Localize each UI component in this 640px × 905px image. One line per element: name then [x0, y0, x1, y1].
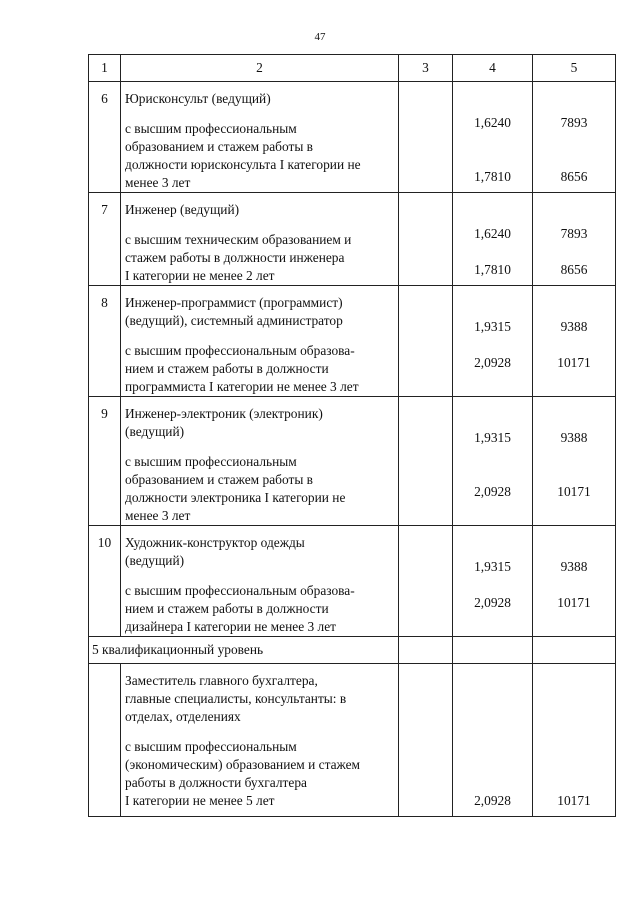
- requirement-line: нием и стажем работы в должности: [125, 601, 329, 616]
- position-title-line: Художник-конструктор одежды: [125, 535, 305, 550]
- row-number: 10: [89, 526, 121, 637]
- column-3-cell: [399, 637, 453, 664]
- position-title-line: отделах, отделениях: [125, 709, 241, 724]
- page-number: 47: [314, 31, 326, 43]
- salary-cell: [533, 82, 616, 193]
- salary-value: 8656: [560, 262, 588, 277]
- requirement-line: образованием и стажем работы в: [125, 472, 313, 487]
- qualification-table: [88, 54, 616, 817]
- salary-cell: [533, 526, 616, 637]
- position-description: [121, 82, 399, 193]
- requirement-line: дизайнера I категории не менее 3 лет: [125, 619, 336, 634]
- requirement-line: с высшим профессиональным: [125, 739, 297, 754]
- spacer: [125, 726, 396, 738]
- table-row: [89, 82, 616, 193]
- salary-value: 10171: [557, 484, 591, 499]
- position-title-line: Инженер-программист (программист): [125, 295, 343, 310]
- coefficient-value: 1,7810: [474, 262, 511, 277]
- coefficient-cell: [453, 526, 533, 637]
- requirement-line: (экономическим) образованием и стажем: [125, 757, 361, 772]
- row-number: 7: [89, 193, 121, 286]
- header-cell-2: 2: [121, 55, 399, 82]
- requirement-line: работы в должности бухгалтера: [125, 775, 307, 790]
- position-description: [121, 526, 399, 637]
- qualification-level-label: 5 квалификационный уровень: [89, 637, 399, 664]
- salary-cell: 10171: [533, 664, 616, 817]
- row-number: 9: [89, 397, 121, 526]
- salary-cell: [533, 286, 616, 397]
- position-description: [121, 664, 399, 817]
- salary-cell: [533, 193, 616, 286]
- requirement-line: с высшим профессиональным: [125, 121, 297, 136]
- salary-value: 9388: [560, 430, 588, 445]
- coefficient-cell: [453, 397, 533, 526]
- requirement-line: менее 3 лет: [125, 508, 191, 523]
- position-title-line: Инженер-электроник (электроник): [125, 406, 323, 421]
- column-3-cell: [399, 193, 453, 286]
- requirement-line: с высшим профессиональным образова-: [125, 343, 355, 358]
- salary-cell: [533, 637, 616, 664]
- requirement-line: I категории не менее 5 лет: [125, 793, 275, 808]
- row-number: 6: [89, 82, 121, 193]
- coefficient-value: 1,7810: [474, 169, 511, 184]
- spacer: [125, 441, 396, 453]
- header-cell-4: 4: [453, 55, 533, 82]
- position-title-line: Юрисконсульт (ведущий): [125, 91, 271, 106]
- spacer: [125, 330, 396, 342]
- requirement-line: I категории не менее 2 лет: [125, 268, 275, 283]
- column-3-cell: [399, 286, 453, 397]
- header-cell-3: 3: [399, 55, 453, 82]
- requirement-line: нием и стажем работы в должности: [125, 361, 329, 376]
- position-title-line: главные специалисты, консультанты: в: [125, 691, 347, 706]
- coefficient-value: 1,9315: [474, 430, 511, 445]
- salary-value: 7893: [560, 115, 588, 130]
- position-title-line: Заместитель главного бухгалтера,: [125, 673, 318, 688]
- table-row: [89, 664, 616, 817]
- position-description: [121, 397, 399, 526]
- column-3-cell: [399, 82, 453, 193]
- header-cell-5: 5: [533, 55, 616, 82]
- salary-value: 7893: [560, 226, 588, 241]
- position-description: [121, 193, 399, 286]
- column-3-cell: [399, 526, 453, 637]
- coefficient-value: 1,9315: [474, 319, 511, 334]
- row-number: [89, 664, 121, 817]
- salary-value: 10171: [557, 355, 591, 370]
- position-title-line: (ведущий), системный администратор: [125, 313, 343, 328]
- spacer: [125, 108, 396, 120]
- coefficient-cell: [453, 637, 533, 664]
- requirement-line: с высшим техническим образованием и: [125, 232, 352, 247]
- table-row: [89, 193, 616, 286]
- position-title-line: (ведущий): [125, 424, 185, 439]
- position-description: [121, 286, 399, 397]
- coefficient-value: 2,0928: [474, 355, 511, 370]
- row-number: 8: [89, 286, 121, 397]
- requirement-line: должности электроника I категории не: [125, 490, 346, 505]
- table-row: [89, 286, 616, 397]
- header-row: [89, 55, 616, 82]
- requirement-line: должности юрисконсульта I категории не: [125, 157, 361, 172]
- coefficient-cell: 2,0928: [453, 664, 533, 817]
- coefficient-value: 1,9315: [474, 559, 511, 574]
- requirement-line: образованием и стажем работы в: [125, 139, 313, 154]
- coefficient-value: 1,6240: [474, 115, 511, 130]
- salary-value: 8656: [560, 169, 588, 184]
- header-cell-1: 1: [89, 55, 121, 82]
- column-3-cell: [399, 397, 453, 526]
- requirement-line: менее 3 лет: [125, 175, 191, 190]
- requirement-line: программиста I категории не менее 3 лет: [125, 379, 359, 394]
- requirement-line: с высшим профессиональным образова-: [125, 583, 355, 598]
- salary-value: 10171: [557, 595, 591, 610]
- position-title-line: (ведущий): [125, 553, 185, 568]
- table-row: [89, 526, 616, 637]
- salary-cell: [533, 397, 616, 526]
- table-row: [89, 397, 616, 526]
- spacer: [125, 570, 396, 582]
- position-title-line: Инженер (ведущий): [125, 202, 240, 217]
- coefficient-cell: [453, 286, 533, 397]
- coefficient-cell: [453, 82, 533, 193]
- coefficient-cell: [453, 193, 533, 286]
- qualification-level-row: [89, 637, 616, 664]
- salary-value: 9388: [560, 559, 588, 574]
- column-3-cell: [399, 664, 453, 817]
- salary-value: 9388: [560, 319, 588, 334]
- spacer: [125, 219, 396, 231]
- requirement-line: стажем работы в должности инженера: [125, 250, 345, 265]
- requirement-line: с высшим профессиональным: [125, 454, 297, 469]
- coefficient-value: 2,0928: [474, 484, 511, 499]
- coefficient-value: 2,0928: [474, 595, 511, 610]
- coefficient-value: 1,6240: [474, 226, 511, 241]
